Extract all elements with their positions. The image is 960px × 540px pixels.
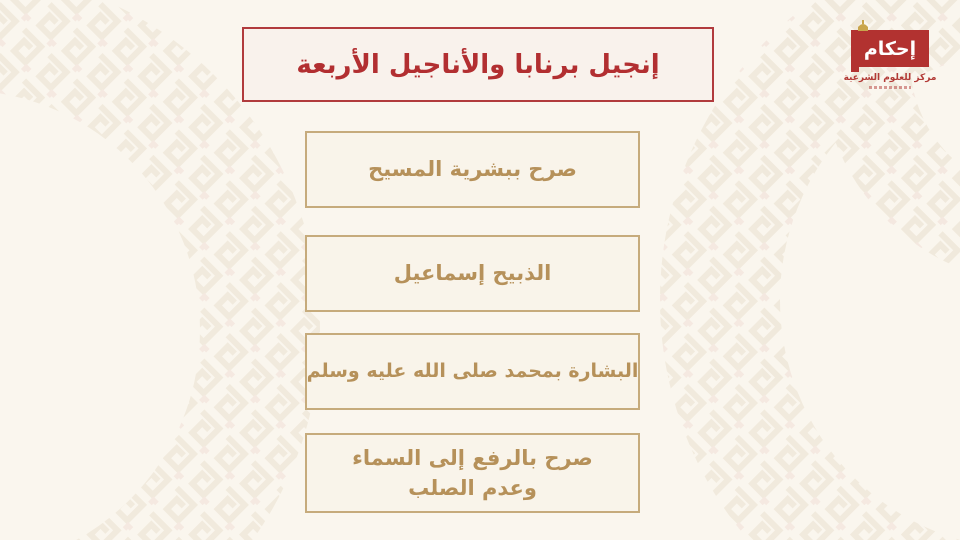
point-box-1 xyxy=(305,131,640,208)
slide-title: إنجيل برنابا والأناجيل الأربعة xyxy=(296,49,660,80)
logo-wordmark-box xyxy=(851,30,929,67)
point-label-1: صرح ببشرية المسيح xyxy=(368,157,577,182)
logo-fine-print xyxy=(869,86,911,89)
ihkam-logo xyxy=(838,18,942,89)
mosque-dome-icon xyxy=(856,20,870,32)
point-box-2 xyxy=(305,235,640,312)
point-label-3: البشارة بمحمد صلى الله عليه وسلم xyxy=(306,359,639,382)
logo-wordmark: إحكام xyxy=(863,37,917,60)
title-box xyxy=(242,27,714,102)
point-box-3 xyxy=(305,333,640,410)
point-label-4: صرح بالرفع إلى السماء وعدم الصلب xyxy=(352,445,593,500)
point-label-2: الذبيح إسماعيل xyxy=(393,261,552,286)
logo-hamza-block xyxy=(851,67,859,72)
point-box-4 xyxy=(305,433,640,513)
logo-subtitle: مركز للعلوم الشرعية xyxy=(843,73,937,83)
